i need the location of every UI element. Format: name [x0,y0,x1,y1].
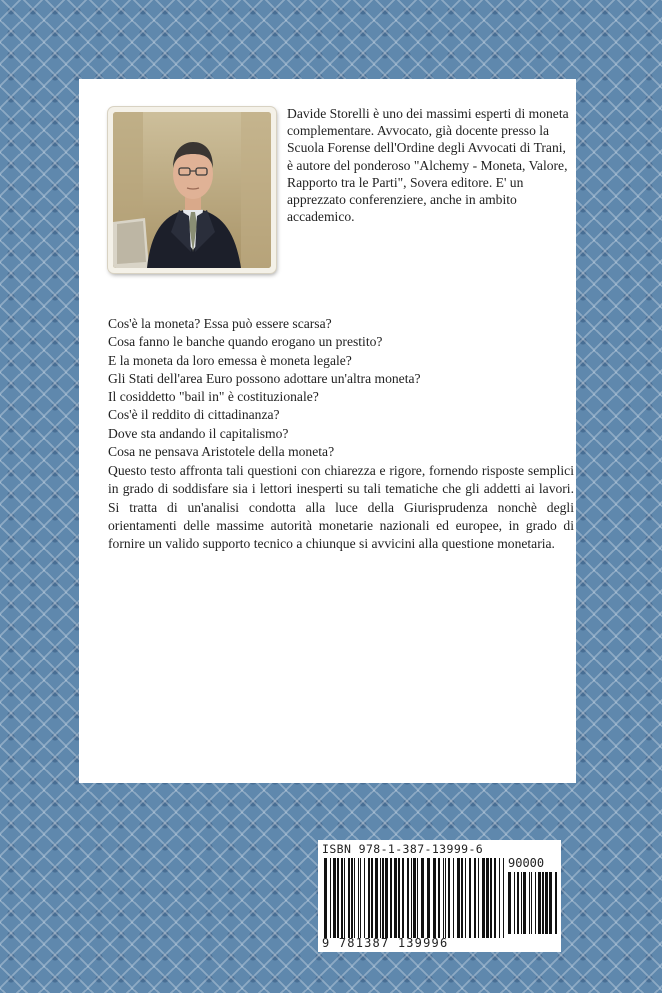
author-bio: Davide Storelli è uno dei massimi esperti di moneta complementare. Avvocato, già docente presso la Scuola Forense dell'Ordine degli Avvocati di Trani, è autore del ponderoso "Alchemy - Moneta, Valore, Rapporto tra le Parti", Sovera editore. E' un apprezzato conferenziere, anche in ambito accademico. [287,106,569,225]
author-photo [113,112,271,268]
question-item: Dove sta andando il capitalismo? [108,425,289,441]
question-item: Cosa ne pensava Aristotele della moneta? [108,444,335,460]
question-item: Cos'è la moneta? Essa può essere scarsa? [108,316,332,331]
question-item: Cosa fanno le banche quando erogano un prestito? [108,334,383,350]
author-photo-frame [108,107,276,273]
isbn-barcode-box [318,840,561,952]
question-list [108,315,574,461]
price-addon-barcode [508,872,558,934]
question-item: Il cosiddetto "bail in" è costituzionale? [108,389,319,405]
question-item: E la moneta da loro emessa è moneta legale? [108,352,352,368]
ean-digits: 9 781387 139996 [322,936,449,950]
author-portrait-illustration [113,112,271,268]
price-code: 90000 [508,856,545,870]
book-description: Questo testo affronta tali questioni con chiarezza e rigore, fornendo risposte semplici in grado di soddisfare sia i lettori inesperti su tali tematiche che gli addetti ai lavori. Si tratta di un'analisi condotta alla luce della Giurisprudenza nonchè degli orientamenti delle massime autorità monetarie nazionali ed europee, in grado di fornire un valido supporto tecnico a chiunque si avvicini alla questione monetaria. [108,463,574,552]
back-cover-panel [79,79,576,783]
question-item: Cos'è il reddito di cittadinanza? [108,407,280,423]
isbn-label: ISBN 978-1-387-13999-6 [322,842,484,856]
ean-barcode [324,858,506,938]
question-item: Gli Stati dell'area Euro possono adottare un'altra moneta? [108,370,421,386]
